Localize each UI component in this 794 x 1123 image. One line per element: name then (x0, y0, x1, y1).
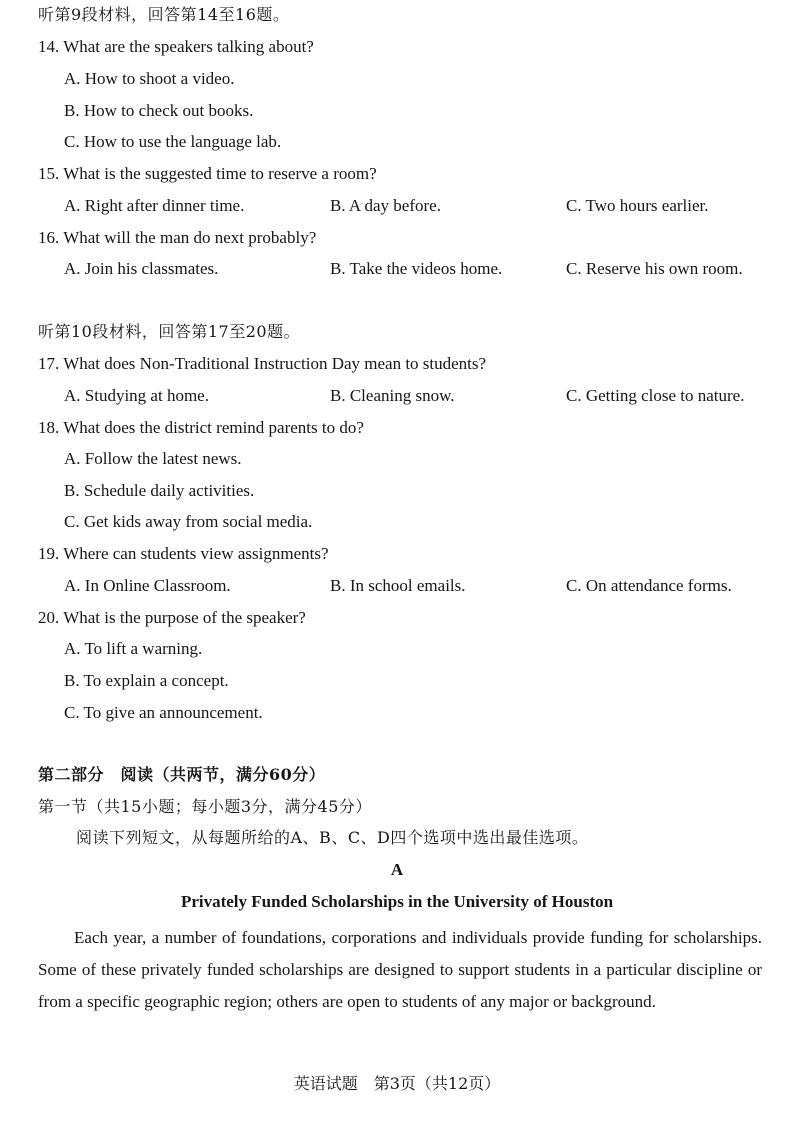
question-19-option-a: A. In Online Classroom. (64, 576, 231, 595)
question-20-option-c: C. To give an announcement. (64, 703, 263, 722)
question-15-option-b: B. A day before. (330, 196, 441, 215)
question-19-option-b: B. In school emails. (330, 576, 466, 595)
page-footer: 英语试题 第3页（共12页） (293, 1074, 501, 1093)
question-20-option-b: B. To explain a concept. (64, 671, 229, 690)
question-14-stem: 14. What are the speakers talking about? (38, 37, 314, 56)
question-17-option-b: B. Cleaning snow. (330, 386, 455, 405)
reading-section-title: 第一节（共15小题；每小题3分，满分45分） (38, 797, 372, 816)
question-20-option-a: A. To lift a warning. (64, 639, 203, 658)
passage-label: A (390, 860, 404, 879)
question-19-stem: 19. Where can students view assignments? (38, 544, 329, 563)
question-18-option-a: A. Follow the latest news. (64, 449, 242, 468)
question-16-stem: 16. What will the man do next probably? (38, 228, 317, 247)
question-17-option-c: C. Getting close to nature. (566, 386, 745, 405)
question-14-option-a: A. How to shoot a video. (64, 69, 235, 88)
question-18-option-b: B. Schedule daily activities. (64, 481, 255, 500)
question-20-stem: 20. What is the purpose of the speaker? (38, 608, 306, 627)
listening-10-header: 听第10段材料，回答第17至20题。 (38, 322, 301, 341)
passage-title: Privately Funded Scholarships in the University of Houston (180, 892, 614, 911)
question-18-stem: 18. What does the district remind parents to do? (38, 418, 364, 437)
reading-part-title: 第二部分 阅读（共两节，满分60分） (38, 765, 326, 784)
question-17-stem: 17. What does Non-Traditional Instruction Day mean to students? (38, 354, 487, 373)
question-16-option-b: B. Take the videos home. (330, 259, 503, 278)
question-15-stem: 15. What is the suggested time to reserve a room? (38, 164, 377, 183)
question-16-option-c: C. Reserve his own room. (566, 259, 743, 278)
question-14-option-b: B. How to check out books. (64, 101, 254, 120)
question-15-option-a: A. Right after dinner time. (64, 196, 245, 215)
reading-instructions: 阅读下列短文，从每题所给的A、B、C、D四个选项中选出最佳选项。 (76, 828, 589, 847)
question-16-option-a: A. Join his classmates. (64, 259, 219, 278)
passage-paragraph: Each year, a number of foundations, corporations and individuals provide funding for scholarships. Some of these privately funded scholarships are designed to support students in a particular discipline or from a specific geographic region; others are open to students of any major or background. (38, 928, 762, 1011)
question-19-option-c: C. On attendance forms. (566, 576, 732, 595)
question-14-option-c: C. How to use the language lab. (64, 132, 282, 151)
question-15-option-c: C. Two hours earlier. (566, 196, 709, 215)
question-18-option-c: C. Get kids away from social media. (64, 512, 313, 531)
question-17-option-a: A. Studying at home. (64, 386, 209, 405)
listening-9-header: 听第9段材料，回答第14至16题。 (38, 5, 290, 24)
